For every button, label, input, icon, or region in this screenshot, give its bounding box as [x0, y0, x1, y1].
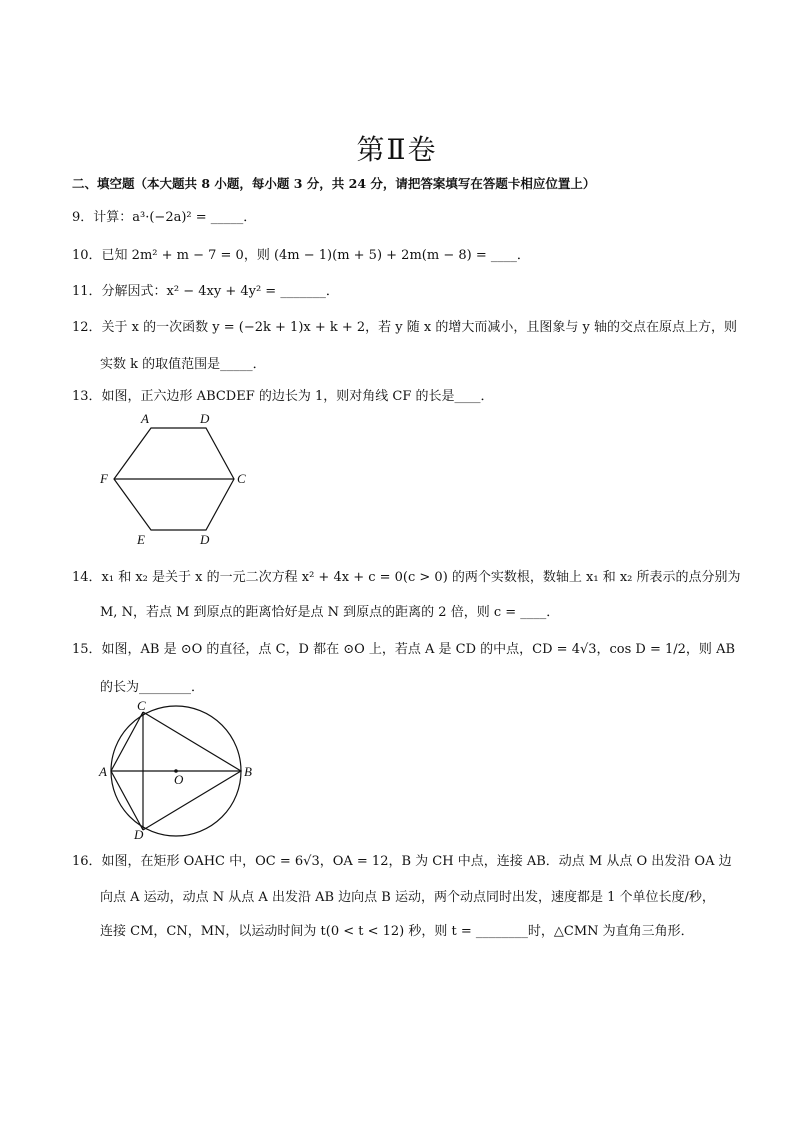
section-header: 二、填空题（本大题共 8 小题，每小题 3 分，共 24 分，请把答案填写在答题卡相应位置上）: [72, 176, 596, 191]
label-d-top: D: [200, 411, 210, 426]
label-f: F: [100, 471, 108, 486]
label-c: C: [237, 471, 246, 486]
label-o: O: [174, 772, 184, 787]
question-15-line1: 15．如图，AB 是 ⊙O 的直径，点 C，D 都在 ⊙O 上，若点 A 是 CD 的中点，CD = 4√3，cos D = 1/2，则 AB: [72, 642, 736, 657]
question-14-line2: M, N，若点 M 到原点的距离恰好是点 N 到原点的距离的 2 倍，则 c = ____．: [100, 605, 560, 620]
label-a: A: [141, 411, 149, 426]
circle-figure: [96, 698, 266, 840]
label-e: E: [137, 532, 145, 547]
question-9: 9．计算：a³·(−2a)² = _____．: [72, 210, 257, 225]
question-11: 11．分解因式：x² − 4xy + 4y² = _______．: [72, 284, 339, 299]
question-13: 13．如图，正六边形 ABCDEF 的边长为 1，则对角线 CF 的长是____．: [72, 389, 494, 404]
question-16-line3: 连接 CM，CN，MN，以运动时间为 t(0 < t < 12) 秒，则 t = ________时，△CMN 为直角三角形．: [100, 924, 694, 939]
question-15-line2: 的长为________．: [100, 680, 205, 695]
label-d: D: [134, 827, 144, 840]
question-12-line1: 12．关于 x 的一次函数 y = (−2k + 1)x + k + 2，若 y 随 x 的增大而减小，且图象与 y 轴的交点在原点上方，则: [72, 320, 737, 335]
question-10: 10．已知 2m² + m − 7 = 0，则 (4m − 1)(m + 5) + 2m(m − 8) = ____．: [72, 248, 530, 263]
label-d-bottom: D: [200, 532, 210, 547]
page-title: 第Ⅱ卷: [356, 133, 438, 166]
label-a: A: [99, 764, 107, 779]
question-16-line2: 向点 A 运动，动点 N 从点 A 出发沿 AB 边向点 B 运动，两个动点同时出发，速度都是 1 个单位长度/秒，: [100, 890, 715, 905]
question-16-line1: 16．如图，在矩形 OAHC 中，OC = 6√3，OA = 12，B 为 CH 中点，连接 AB．动点 M 从点 O 出发沿 OA 边: [72, 854, 732, 869]
question-14-line1: 14．x₁ 和 x₂ 是关于 x 的一元二次方程 x² + 4x + c = 0(c > 0) 的两个实数根，数轴上 x₁ 和 x₂ 所表示的点分别为: [72, 570, 741, 585]
hexagon-figure: [96, 408, 266, 550]
label-c: C: [137, 698, 146, 713]
question-12-line2: 实数 k 的取值范围是_____．: [100, 357, 266, 372]
label-b: B: [244, 764, 252, 779]
